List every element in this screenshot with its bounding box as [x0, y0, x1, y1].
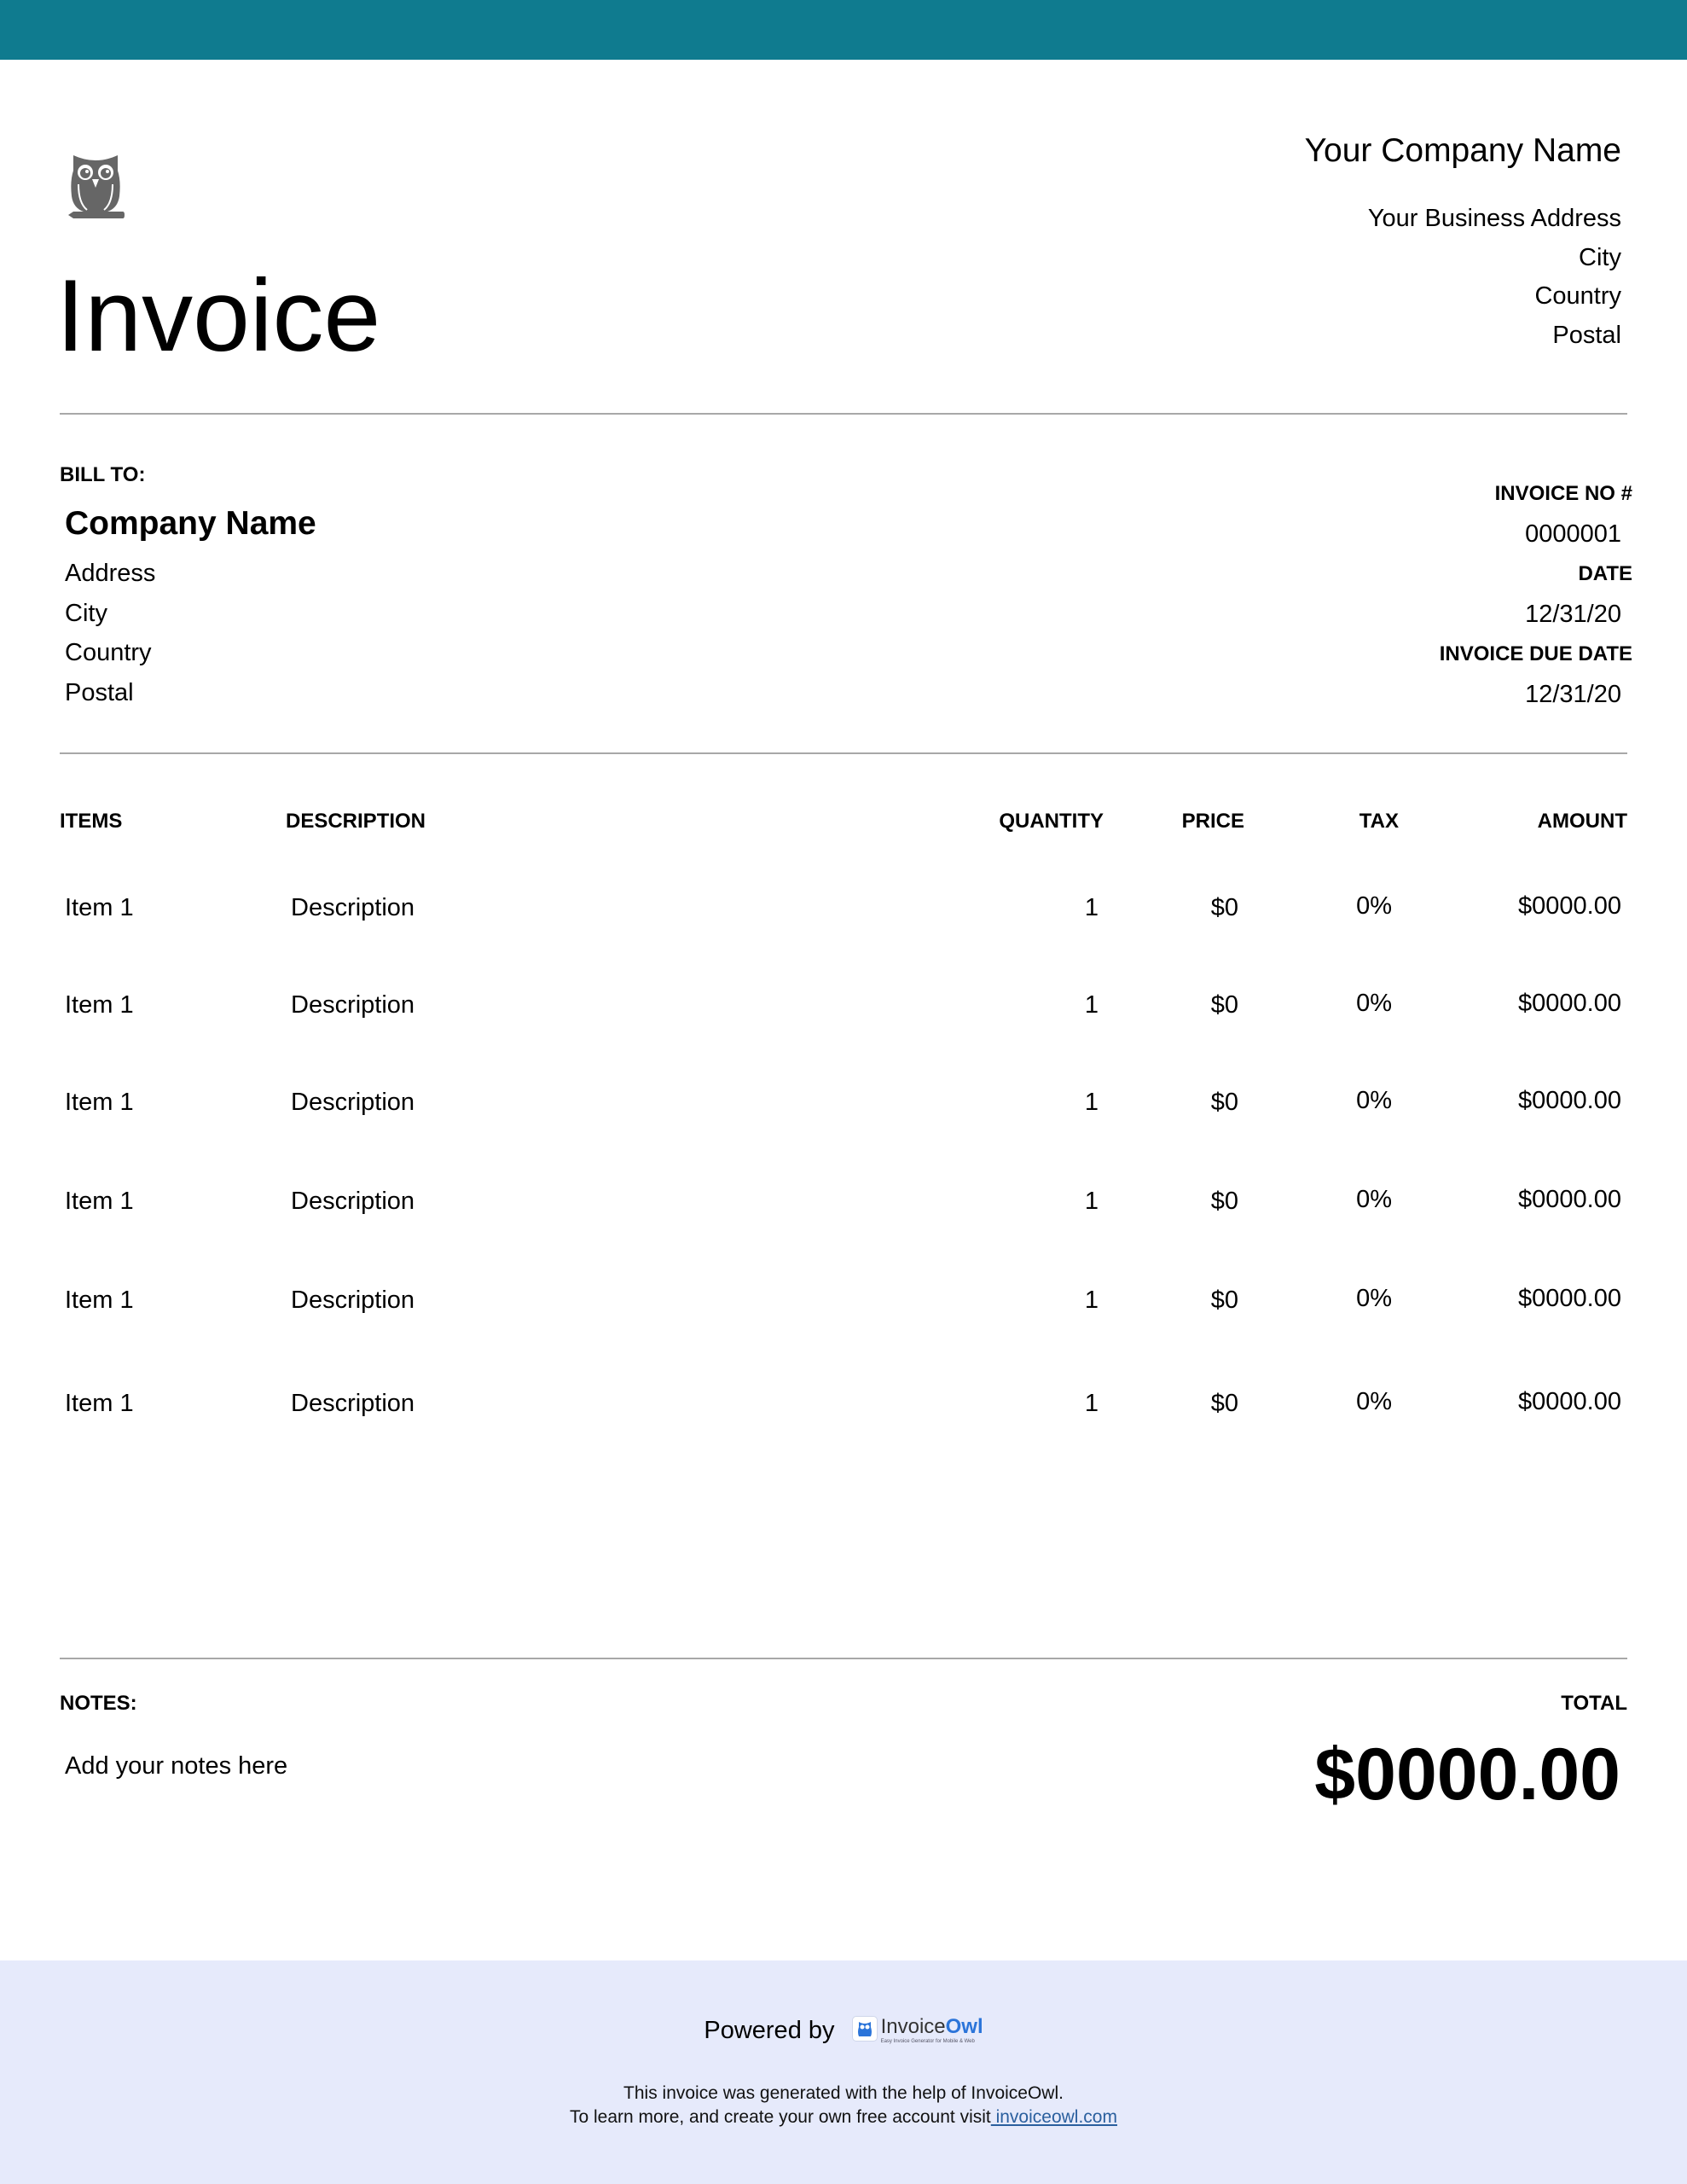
page-title: Invoice [56, 258, 381, 373]
date-label: DATE [1578, 562, 1632, 585]
item-name: Item 1 [65, 894, 134, 921]
item-price: $0 [1210, 991, 1238, 1019]
item-description: Description [291, 894, 415, 921]
footer-line-2 [0, 2106, 1687, 2129]
item-price: $0 [1210, 1089, 1238, 1116]
total-value: $0000.00 [1314, 1734, 1620, 1815]
seller-country: Country [1534, 282, 1621, 310]
owl-icon [852, 2016, 878, 2042]
item-name: Item 1 [65, 1390, 134, 1417]
powered-by [0, 2015, 1687, 2048]
footer [0, 1960, 1687, 2184]
item-quantity: 1 [1084, 894, 1099, 921]
item-amount: $0000.00 [1518, 1285, 1621, 1312]
brand-word-invoice: Invoice [880, 2015, 946, 2039]
item-description: Description [291, 1188, 415, 1215]
item-name: Item 1 [65, 991, 134, 1019]
owl-icon [67, 147, 125, 220]
invoiceowl-logo[interactable] [852, 2013, 983, 2044]
column-header-amount: AMOUNT [1537, 810, 1627, 833]
bill-to-company-name: Company Name [65, 505, 316, 542]
item-description: Description [291, 991, 415, 1019]
item-name: Item 1 [65, 1188, 134, 1215]
column-header-description: DESCRIPTION [286, 810, 426, 833]
notes-text: Add your notes here [65, 1752, 288, 1780]
seller-address: Your Business Address [1367, 205, 1621, 232]
item-quantity: 1 [1084, 1287, 1099, 1314]
item-name: Item 1 [65, 1287, 134, 1314]
item-description: Description [291, 1390, 415, 1417]
item-price: $0 [1210, 1390, 1238, 1417]
seller-postal: Postal [1552, 322, 1621, 349]
item-tax: 0% [1356, 1087, 1392, 1114]
item-tax: 0% [1356, 1186, 1392, 1213]
divider [60, 413, 1627, 415]
item-name: Item 1 [65, 1089, 134, 1116]
header-accent-bar [0, 0, 1687, 60]
column-header-price: PRICE [1181, 810, 1244, 833]
invoice-no-label: INVOICE NO # [1494, 482, 1632, 505]
bill-to-address: Address [65, 560, 156, 587]
invoiceowl-link[interactable]: invoiceowl.com [990, 2107, 1117, 2127]
item-amount: $0000.00 [1518, 1186, 1621, 1213]
bill-to-country: Country [65, 639, 152, 666]
seller-company-name: Your Company Name [1304, 132, 1621, 169]
bill-to-city: City [65, 600, 107, 627]
powered-by-label: Powered by [704, 2017, 835, 2044]
item-tax: 0% [1356, 1285, 1392, 1312]
item-quantity: 1 [1084, 1089, 1099, 1116]
item-amount: $0000.00 [1518, 990, 1621, 1017]
item-price: $0 [1210, 1287, 1238, 1314]
item-quantity: 1 [1084, 1390, 1099, 1417]
item-price: $0 [1210, 1188, 1238, 1215]
footer-line-1: This invoice was generated with the help of InvoiceOwl. [623, 2083, 1064, 2103]
column-header-quantity: QUANTITY [999, 810, 1104, 833]
item-amount: $0000.00 [1518, 1388, 1621, 1415]
divider [60, 752, 1627, 754]
item-tax: 0% [1356, 990, 1392, 1017]
due-date-value: 12/31/20 [1525, 681, 1621, 708]
bill-to-postal: Postal [65, 679, 134, 706]
item-description: Description [291, 1287, 415, 1314]
brand-tagline: Easy Invoice Generator for Mobile & Web [880, 2039, 975, 2045]
notes-label: NOTES: [60, 1692, 137, 1715]
item-amount: $0000.00 [1518, 1087, 1621, 1114]
column-header-items: ITEMS [60, 810, 123, 833]
item-tax: 0% [1356, 1388, 1392, 1415]
bill-to-label: BILL TO: [60, 463, 146, 486]
due-date-label: INVOICE DUE DATE [1439, 642, 1632, 665]
item-quantity: 1 [1084, 991, 1099, 1019]
brand-word-owl: Owl [945, 2015, 983, 2039]
item-quantity: 1 [1084, 1188, 1099, 1215]
item-price: $0 [1210, 894, 1238, 921]
item-amount: $0000.00 [1518, 892, 1621, 920]
column-header-tax: TAX [1359, 810, 1399, 833]
total-label: TOTAL [1561, 1692, 1627, 1715]
invoice-no-value: 0000001 [1525, 520, 1621, 548]
divider [60, 1658, 1627, 1659]
item-tax: 0% [1356, 892, 1392, 920]
date-value: 12/31/20 [1525, 601, 1621, 628]
item-description: Description [291, 1089, 415, 1116]
seller-city: City [1579, 244, 1621, 271]
footer-line-2-text: To learn more, and create your own free account visit [570, 2107, 991, 2127]
